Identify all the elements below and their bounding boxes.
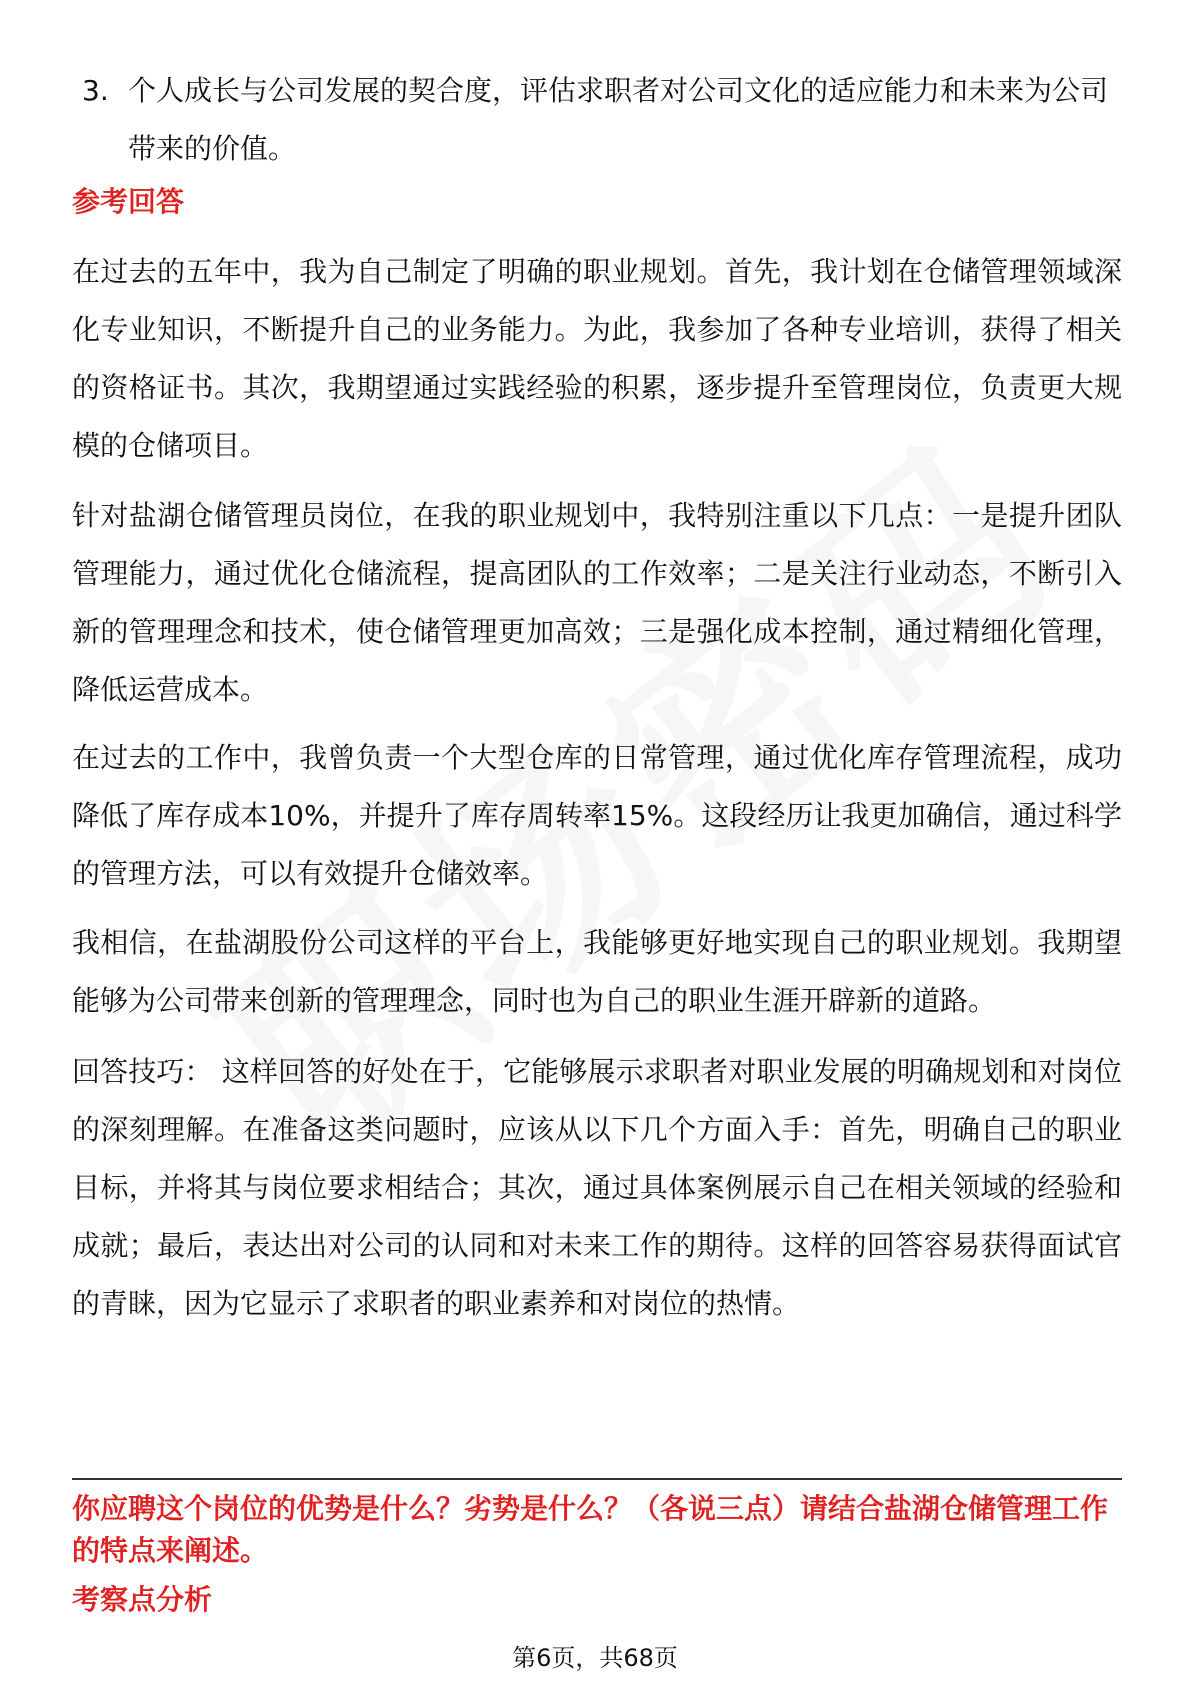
answer-tips-paragraph: 回答技巧： 这样回答的好处在于，它能够展示求职者对职业发展的明确规划和对岗位的深刻理解。在准备这类问题时，应该从以下几个方面入手：首先，明确自己的职业目标，并将其与岗位要求相结合；其次，通过具体案例展示自己在相关领域的经验和成就；最后，表达出对公司的认同和对未来工作的期待。这样的回答容易获得面试官的青睐，因为它显示了求职者的职业素养和对岗位的热情。 (72, 1055, 1122, 1320)
list-item (82, 62, 1122, 178)
answer-paragraph: 针对盐湖仓储管理员岗位，在我的职业规划中，我特别注重以下几点：一是提升团队管理能力，通过优化仓储流程，提高团队的工作效率；二是关注行业动态，不断引入新的管理理念和技术，使仓储管理更加高效；三是强化成本控制，通过精细化管理，降低运营成本。 (72, 499, 1122, 706)
next-question: 你应聘这个岗位的优势是什么？劣势是什么？（各说三点）请结合盐湖仓储管理工作的特点来阐述。 (72, 1492, 1109, 1567)
analysis-heading: 考察点分析 (72, 1583, 213, 1616)
section-divider (72, 1478, 1122, 1480)
answer-paragraph: 在过去的工作中，我曾负责一个大型仓库的日常管理，通过优化库存管理流程，成功降低了库存成本10%，并提升了库存周转率15%。这段经历让我更加确信，通过科学的管理方法，可以有效提升仓储效率。 (72, 741, 1122, 890)
answer-paragraph: 在过去的五年中，我为自己制定了明确的职业规划。首先，我计划在仓储管理领域深化专业知识，不断提升自己的业务能力。为此，我参加了各种专业培训，获得了相关的资格证书。其次，我期望通过实践经验的积累，逐步提升至管理岗位，负责更大规模的仓储项目。 (72, 255, 1122, 462)
answer-paragraph: 我相信，在盐湖股份公司这样的平台上，我能够更好地实现自己的职业规划。我期望能够为公司带来创新的管理理念，同时也为自己的职业生涯开辟新的道路。 (72, 926, 1122, 1017)
page-footer: 第6页，共68页 (512, 1644, 678, 1672)
list-item-text: 个人成长与公司发展的契合度，评估求职者对公司文化的适应能力和未来为公司带来的价值。 (128, 74, 1109, 165)
list-item-number: 3. (82, 74, 109, 107)
answer-heading: 参考回答 (72, 185, 185, 218)
